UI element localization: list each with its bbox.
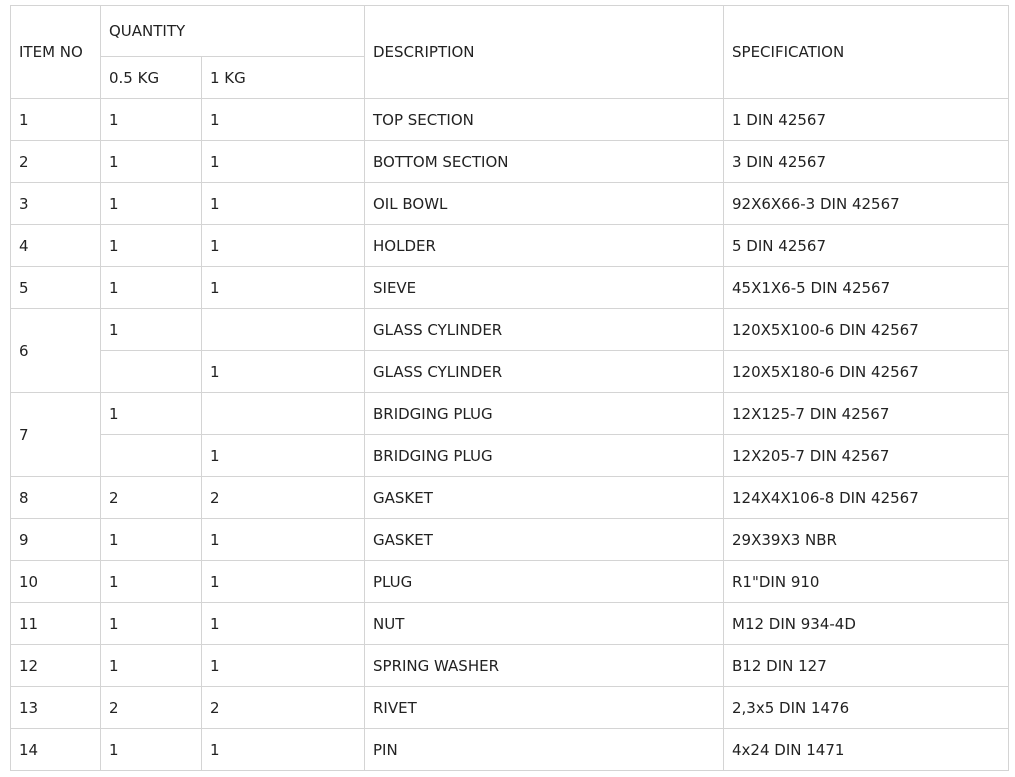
table-row bbox=[11, 99, 1009, 141]
cell-specification: 2,3x5 DIN 1476 bbox=[724, 687, 1009, 729]
cell-qty-1: 1 bbox=[202, 225, 365, 267]
cell-qty-1: 1 bbox=[202, 645, 365, 687]
table-row bbox=[11, 225, 1009, 267]
cell-qty-1: 1 bbox=[202, 141, 365, 183]
cell-item: 8 bbox=[11, 477, 101, 519]
cell-qty-1 bbox=[202, 309, 365, 351]
cell-specification: 12X205-7 DIN 42567 bbox=[724, 435, 1009, 477]
cell-description: SPRING WASHER bbox=[365, 645, 724, 687]
cell-description: GASKET bbox=[365, 519, 724, 561]
cell-qty-05 bbox=[101, 351, 202, 393]
header-description: DESCRIPTION bbox=[365, 6, 724, 99]
table-row bbox=[11, 351, 1009, 393]
header-qty-1kg: 1 KG bbox=[202, 57, 365, 99]
cell-item: 9 bbox=[11, 519, 101, 561]
cell-specification: 124X4X106-8 DIN 42567 bbox=[724, 477, 1009, 519]
cell-description: PIN bbox=[365, 729, 724, 771]
cell-qty-05: 1 bbox=[101, 141, 202, 183]
table-row bbox=[11, 645, 1009, 687]
cell-description: GLASS CYLINDER bbox=[365, 309, 724, 351]
cell-specification: 92X6X66-3 DIN 42567 bbox=[724, 183, 1009, 225]
table-row bbox=[11, 603, 1009, 645]
cell-item: 7 bbox=[11, 393, 101, 477]
cell-description: NUT bbox=[365, 603, 724, 645]
cell-description: GLASS CYLINDER bbox=[365, 351, 724, 393]
cell-qty-05: 1 bbox=[101, 561, 202, 603]
header-item-no: ITEM NO bbox=[11, 6, 101, 99]
cell-specification: 120X5X180-6 DIN 42567 bbox=[724, 351, 1009, 393]
table-row bbox=[11, 267, 1009, 309]
cell-qty-1: 1 bbox=[202, 267, 365, 309]
table-row bbox=[11, 393, 1009, 435]
cell-qty-1: 1 bbox=[202, 351, 365, 393]
cell-specification: 1 DIN 42567 bbox=[724, 99, 1009, 141]
cell-qty-1: 2 bbox=[202, 477, 365, 519]
header-specification: SPECIFICATION bbox=[724, 6, 1009, 99]
cell-qty-05: 2 bbox=[101, 477, 202, 519]
cell-description: HOLDER bbox=[365, 225, 724, 267]
cell-specification: 4x24 DIN 1471 bbox=[724, 729, 1009, 771]
cell-description: TOP SECTION bbox=[365, 99, 724, 141]
table-row bbox=[11, 141, 1009, 183]
table-row bbox=[11, 519, 1009, 561]
cell-qty-05: 1 bbox=[101, 183, 202, 225]
cell-qty-05 bbox=[101, 435, 202, 477]
cell-qty-05: 1 bbox=[101, 645, 202, 687]
parts-table bbox=[10, 5, 1009, 771]
cell-item: 6 bbox=[11, 309, 101, 393]
table-row bbox=[11, 477, 1009, 519]
cell-qty-1: 1 bbox=[202, 729, 365, 771]
cell-description: PLUG bbox=[365, 561, 724, 603]
cell-item: 4 bbox=[11, 225, 101, 267]
cell-specification: 29X39X3 NBR bbox=[724, 519, 1009, 561]
cell-specification: R1"DIN 910 bbox=[724, 561, 1009, 603]
cell-specification: 3 DIN 42567 bbox=[724, 141, 1009, 183]
cell-qty-1: 1 bbox=[202, 603, 365, 645]
cell-specification: B12 DIN 127 bbox=[724, 645, 1009, 687]
cell-description: BRIDGING PLUG bbox=[365, 393, 724, 435]
cell-qty-05: 1 bbox=[101, 393, 202, 435]
cell-qty-05: 2 bbox=[101, 687, 202, 729]
cell-specification: 45X1X6-5 DIN 42567 bbox=[724, 267, 1009, 309]
cell-item: 11 bbox=[11, 603, 101, 645]
cell-qty-05: 1 bbox=[101, 519, 202, 561]
table-row bbox=[11, 183, 1009, 225]
cell-item: 1 bbox=[11, 99, 101, 141]
cell-specification: 12X125-7 DIN 42567 bbox=[724, 393, 1009, 435]
cell-qty-05: 1 bbox=[101, 603, 202, 645]
cell-item: 5 bbox=[11, 267, 101, 309]
cell-qty-05: 1 bbox=[101, 225, 202, 267]
cell-qty-1: 1 bbox=[202, 183, 365, 225]
cell-qty-05: 1 bbox=[101, 99, 202, 141]
table-row bbox=[11, 435, 1009, 477]
cell-description: BRIDGING PLUG bbox=[365, 435, 724, 477]
table-row bbox=[11, 309, 1009, 351]
cell-item: 3 bbox=[11, 183, 101, 225]
table-row bbox=[11, 687, 1009, 729]
cell-qty-05: 1 bbox=[101, 267, 202, 309]
cell-description: BOTTOM SECTION bbox=[365, 141, 724, 183]
cell-description: SIEVE bbox=[365, 267, 724, 309]
cell-description: OIL BOWL bbox=[365, 183, 724, 225]
cell-description: GASKET bbox=[365, 477, 724, 519]
table-row bbox=[11, 561, 1009, 603]
cell-qty-1: 1 bbox=[202, 99, 365, 141]
cell-qty-05: 1 bbox=[101, 729, 202, 771]
cell-item: 13 bbox=[11, 687, 101, 729]
cell-qty-1 bbox=[202, 393, 365, 435]
cell-specification: M12 DIN 934-4D bbox=[724, 603, 1009, 645]
cell-qty-1: 2 bbox=[202, 687, 365, 729]
cell-specification: 120X5X100-6 DIN 42567 bbox=[724, 309, 1009, 351]
cell-qty-1: 1 bbox=[202, 561, 365, 603]
header-quantity: QUANTITY bbox=[101, 6, 365, 57]
cell-item: 12 bbox=[11, 645, 101, 687]
cell-qty-1: 1 bbox=[202, 435, 365, 477]
cell-item: 2 bbox=[11, 141, 101, 183]
cell-qty-05: 1 bbox=[101, 309, 202, 351]
cell-qty-1: 1 bbox=[202, 519, 365, 561]
cell-specification: 5 DIN 42567 bbox=[724, 225, 1009, 267]
cell-item: 14 bbox=[11, 729, 101, 771]
cell-item: 10 bbox=[11, 561, 101, 603]
cell-description: RIVET bbox=[365, 687, 724, 729]
table-row bbox=[11, 729, 1009, 771]
header-qty-0-5kg: 0.5 KG bbox=[101, 57, 202, 99]
